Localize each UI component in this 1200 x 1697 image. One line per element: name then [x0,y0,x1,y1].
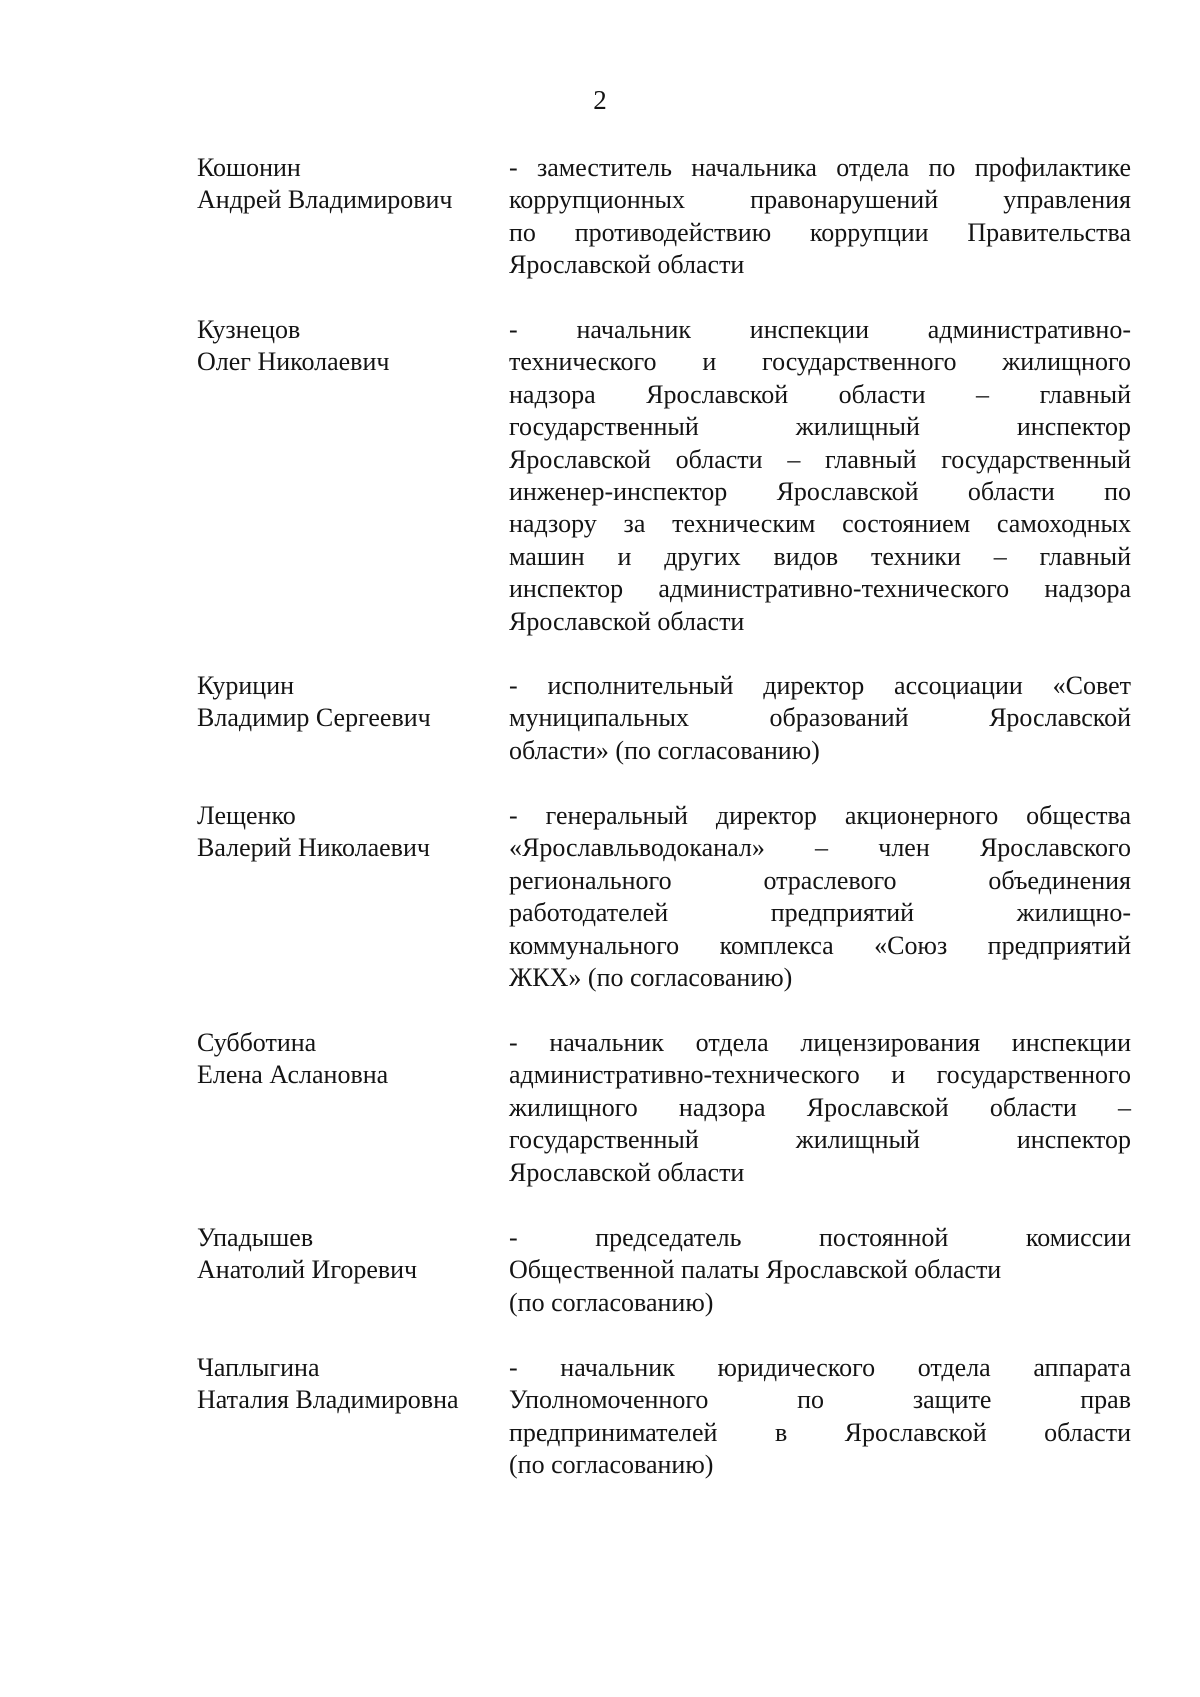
position-line: надзору за техническим состоянием самоходных [509,509,1131,539]
position-line: - начальник отдела лицензирования инспекции [509,1028,1131,1057]
member-name [197,1027,497,1092]
position-line: коммунального комплекса «Союз предприятий [509,930,1131,960]
member-surname: Лещенко [197,801,296,830]
member-surname: Кузнецов [197,315,301,344]
position-line: - председатель постоянной комиссии [509,1223,1131,1252]
member-given-names: Андрей Владимирович [197,185,453,215]
position-line: государственный жилищный инспектор [509,1125,1131,1155]
member-given-names: Анатолий Игоревич [197,1255,418,1285]
position-line: надзора Ярославской области – главный [509,379,1131,409]
member-name [197,314,497,379]
member-name [197,152,497,217]
position-line: Общественной палаты Ярославской области [509,1255,1002,1285]
member-position [509,1027,1131,1189]
position-line: технического и государственного жилищного [509,347,1131,377]
position-line: жилищного надзора Ярославской области – [509,1092,1131,1122]
position-line: по противодействию коррупции Правительства [509,217,1131,247]
position-line: - исполнительный директор ассоциации «Совет [509,671,1131,700]
member-surname: Курицин [197,671,295,700]
position-line: - начальник юридического отдела аппарата [509,1353,1131,1382]
member-given-names: Наталия Владимировна [197,1385,459,1415]
position-line: - начальник инспекции административно- [509,315,1131,344]
position-line: муниципальных образований Ярославской [509,703,1131,733]
member-surname: Упадышев [197,1223,314,1252]
member-given-names: Владимир Сергеевич [197,703,431,733]
member-surname: Субботина [197,1028,317,1057]
member-given-names: Олег Николаевич [197,347,390,377]
position-line: инспектор административно-технического надзора [509,574,1131,604]
member-given-names: Валерий Николаевич [197,833,430,863]
member-position [509,1222,1131,1319]
member-name [197,670,497,735]
position-line: Ярославской области [509,1157,745,1187]
member-name [197,800,497,865]
member-given-names: Елена Аслановна [197,1060,389,1090]
position-line: коррупционных правонарушений управления [509,185,1131,215]
member-name [197,1222,497,1287]
position-line: работодателей предприятий жилищно- [509,898,1131,928]
position-line: машин и других видов техники – главный [509,541,1131,571]
position-line: Ярославской области [509,606,745,636]
position-line: Ярославской области [509,250,745,280]
position-line: Ярославской области – главный государственный [509,444,1131,474]
position-line: (по согласованию) [509,1450,714,1480]
position-line: - генеральный директор акционерного общества [509,801,1131,830]
member-position [509,314,1131,638]
position-line: области» (по согласованию) [509,735,820,765]
position-line: государственный жилищный инспектор [509,412,1131,442]
position-line: «Ярославльводоканал» – член Ярославского [509,833,1131,863]
position-line: инженер-инспектор Ярославской области по [509,477,1131,507]
member-surname: Чаплыгина [197,1353,320,1382]
position-line: регионального отраслевого объединения [509,865,1131,895]
member-surname: Кошонин [197,153,301,182]
member-position [509,800,1131,994]
page-number: 2 [593,85,607,115]
member-position [509,670,1131,767]
position-line: (по согласованию) [509,1287,714,1317]
member-position [509,152,1131,282]
position-line: - заместитель начальника отдела по профилактике [509,153,1131,182]
position-line: ЖКХ» (по согласованию) [509,963,793,993]
position-line: административно-технического и государственного [509,1060,1131,1090]
member-name [197,1352,497,1417]
position-line: предпринимателей в Ярославской области [509,1417,1131,1447]
position-line: Уполномоченного по защите прав [509,1385,1131,1415]
member-position [509,1352,1131,1482]
